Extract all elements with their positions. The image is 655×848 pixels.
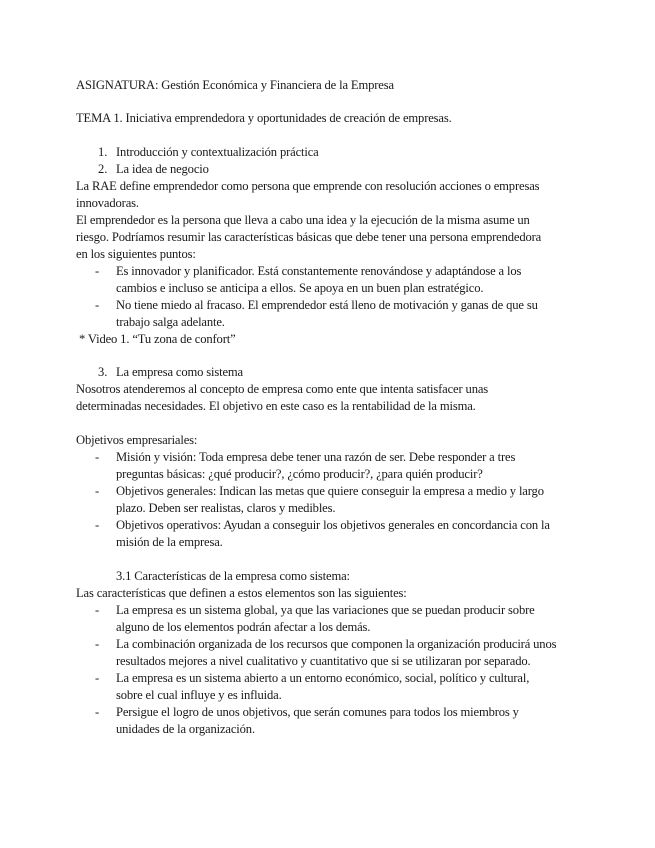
bullet-dash: -	[95, 484, 100, 498]
bullet-line: La empresa es un sistema abierto a un entorno económico, social, político y cultural,	[116, 671, 530, 685]
bullet-line: sobre el cual influye y es influida.	[116, 688, 282, 702]
bullet-line: plazo. Deben ser realistas, claros y medibles.	[116, 501, 336, 515]
bullet-line: alguno de los elementos podrán afectar a los demás.	[116, 620, 371, 634]
bullet-dash: -	[95, 705, 100, 719]
bullet-dash: -	[95, 603, 100, 617]
bullet-line: Misión y visión: Toda empresa debe tener una razón de ser. Debe responder a tres	[116, 450, 516, 464]
sub-heading: 3.1 Características de la empresa como sistema:	[116, 569, 350, 583]
bullet-line: No tiene miedo al fracaso. El emprendedor está lleno de motivación y ganas de que su	[116, 298, 538, 312]
bullet-line: La empresa es un sistema global, ya que las variaciones que se puedan producir sobre	[116, 603, 535, 617]
bullet-line: Persigue el logro de unos objetivos, que serán comunes para todos los miembros y	[116, 705, 519, 719]
bullet-dash: -	[95, 450, 100, 464]
bullet-line: Objetivos generales: Indican las metas que quiere conseguir la empresa a medio y largo	[116, 484, 544, 498]
paragraph-line: Las características que definen a estos elementos son las siguientes:	[76, 586, 407, 600]
paragraph-line: La RAE define emprendedor como persona que emprende con resolución acciones o empresas	[76, 179, 540, 193]
objectives-title: Objetivos empresariales:	[76, 433, 198, 447]
list-number: 3.	[98, 365, 108, 379]
list-item: Introducción y contextualización práctica	[116, 145, 319, 159]
bullet-line: misión de la empresa.	[116, 535, 223, 549]
bullet-dash: -	[95, 637, 100, 651]
paragraph-line: en los siguientes puntos:	[76, 247, 196, 261]
subject-heading: ASIGNATURA: Gestión Económica y Financiera de la Empresa	[76, 78, 394, 92]
list-number: 2.	[98, 162, 108, 176]
bullet-dash: -	[95, 518, 100, 532]
bullet-line: La combinación organizada de los recursos que componen la organización producirá unos	[116, 637, 557, 651]
bullet-line: preguntas básicas: ¿qué producir?, ¿cómo producir?, ¿para quién producir?	[116, 467, 483, 481]
bullet-line: Objetivos operativos: Ayudan a conseguir los objetivos generales en concordancia con la	[116, 518, 550, 532]
paragraph-line: El emprendedor es la persona que lleva a cabo una idea y la ejecución de la misma asume un	[76, 213, 530, 227]
topic-heading: TEMA 1. Iniciativa emprendedora y oportunidades de creación de empresas.	[76, 111, 452, 125]
bullet-line: Es innovador y planificador. Está constantemente renovándose y adaptándose a los	[116, 264, 522, 278]
paragraph-line: innovadoras.	[76, 196, 139, 210]
bullet-line: unidades de la organización.	[116, 722, 255, 736]
bullet-line: resultados mejores a nivel cualitativo y cuantitativo que si se utilizaran por separado.	[116, 654, 531, 668]
bullet-dash: -	[95, 671, 100, 685]
list-item: La idea de negocio	[116, 162, 209, 176]
paragraph-line: riesgo. Podríamos resumir las características básicas que debe tener una persona emprendedora	[76, 230, 542, 244]
bullet-line: cambios e incluso se anticipa a ellos. Se apoya en un buen plan estratégico.	[116, 281, 484, 295]
paragraph-line: determinadas necesidades. El objetivo en este caso es la rentabilidad de la misma.	[76, 399, 476, 413]
video-reference: * Video 1. “Tu zona de confort”	[79, 332, 236, 346]
paragraph-line: Nosotros atenderemos al concepto de empresa como ente que intenta satisfacer unas	[76, 382, 489, 396]
bullet-dash: -	[95, 264, 100, 278]
bullet-dash: -	[95, 298, 100, 312]
list-item: La empresa como sistema	[116, 365, 243, 379]
list-number: 1.	[98, 145, 108, 159]
bullet-line: trabajo salga adelante.	[116, 315, 225, 329]
